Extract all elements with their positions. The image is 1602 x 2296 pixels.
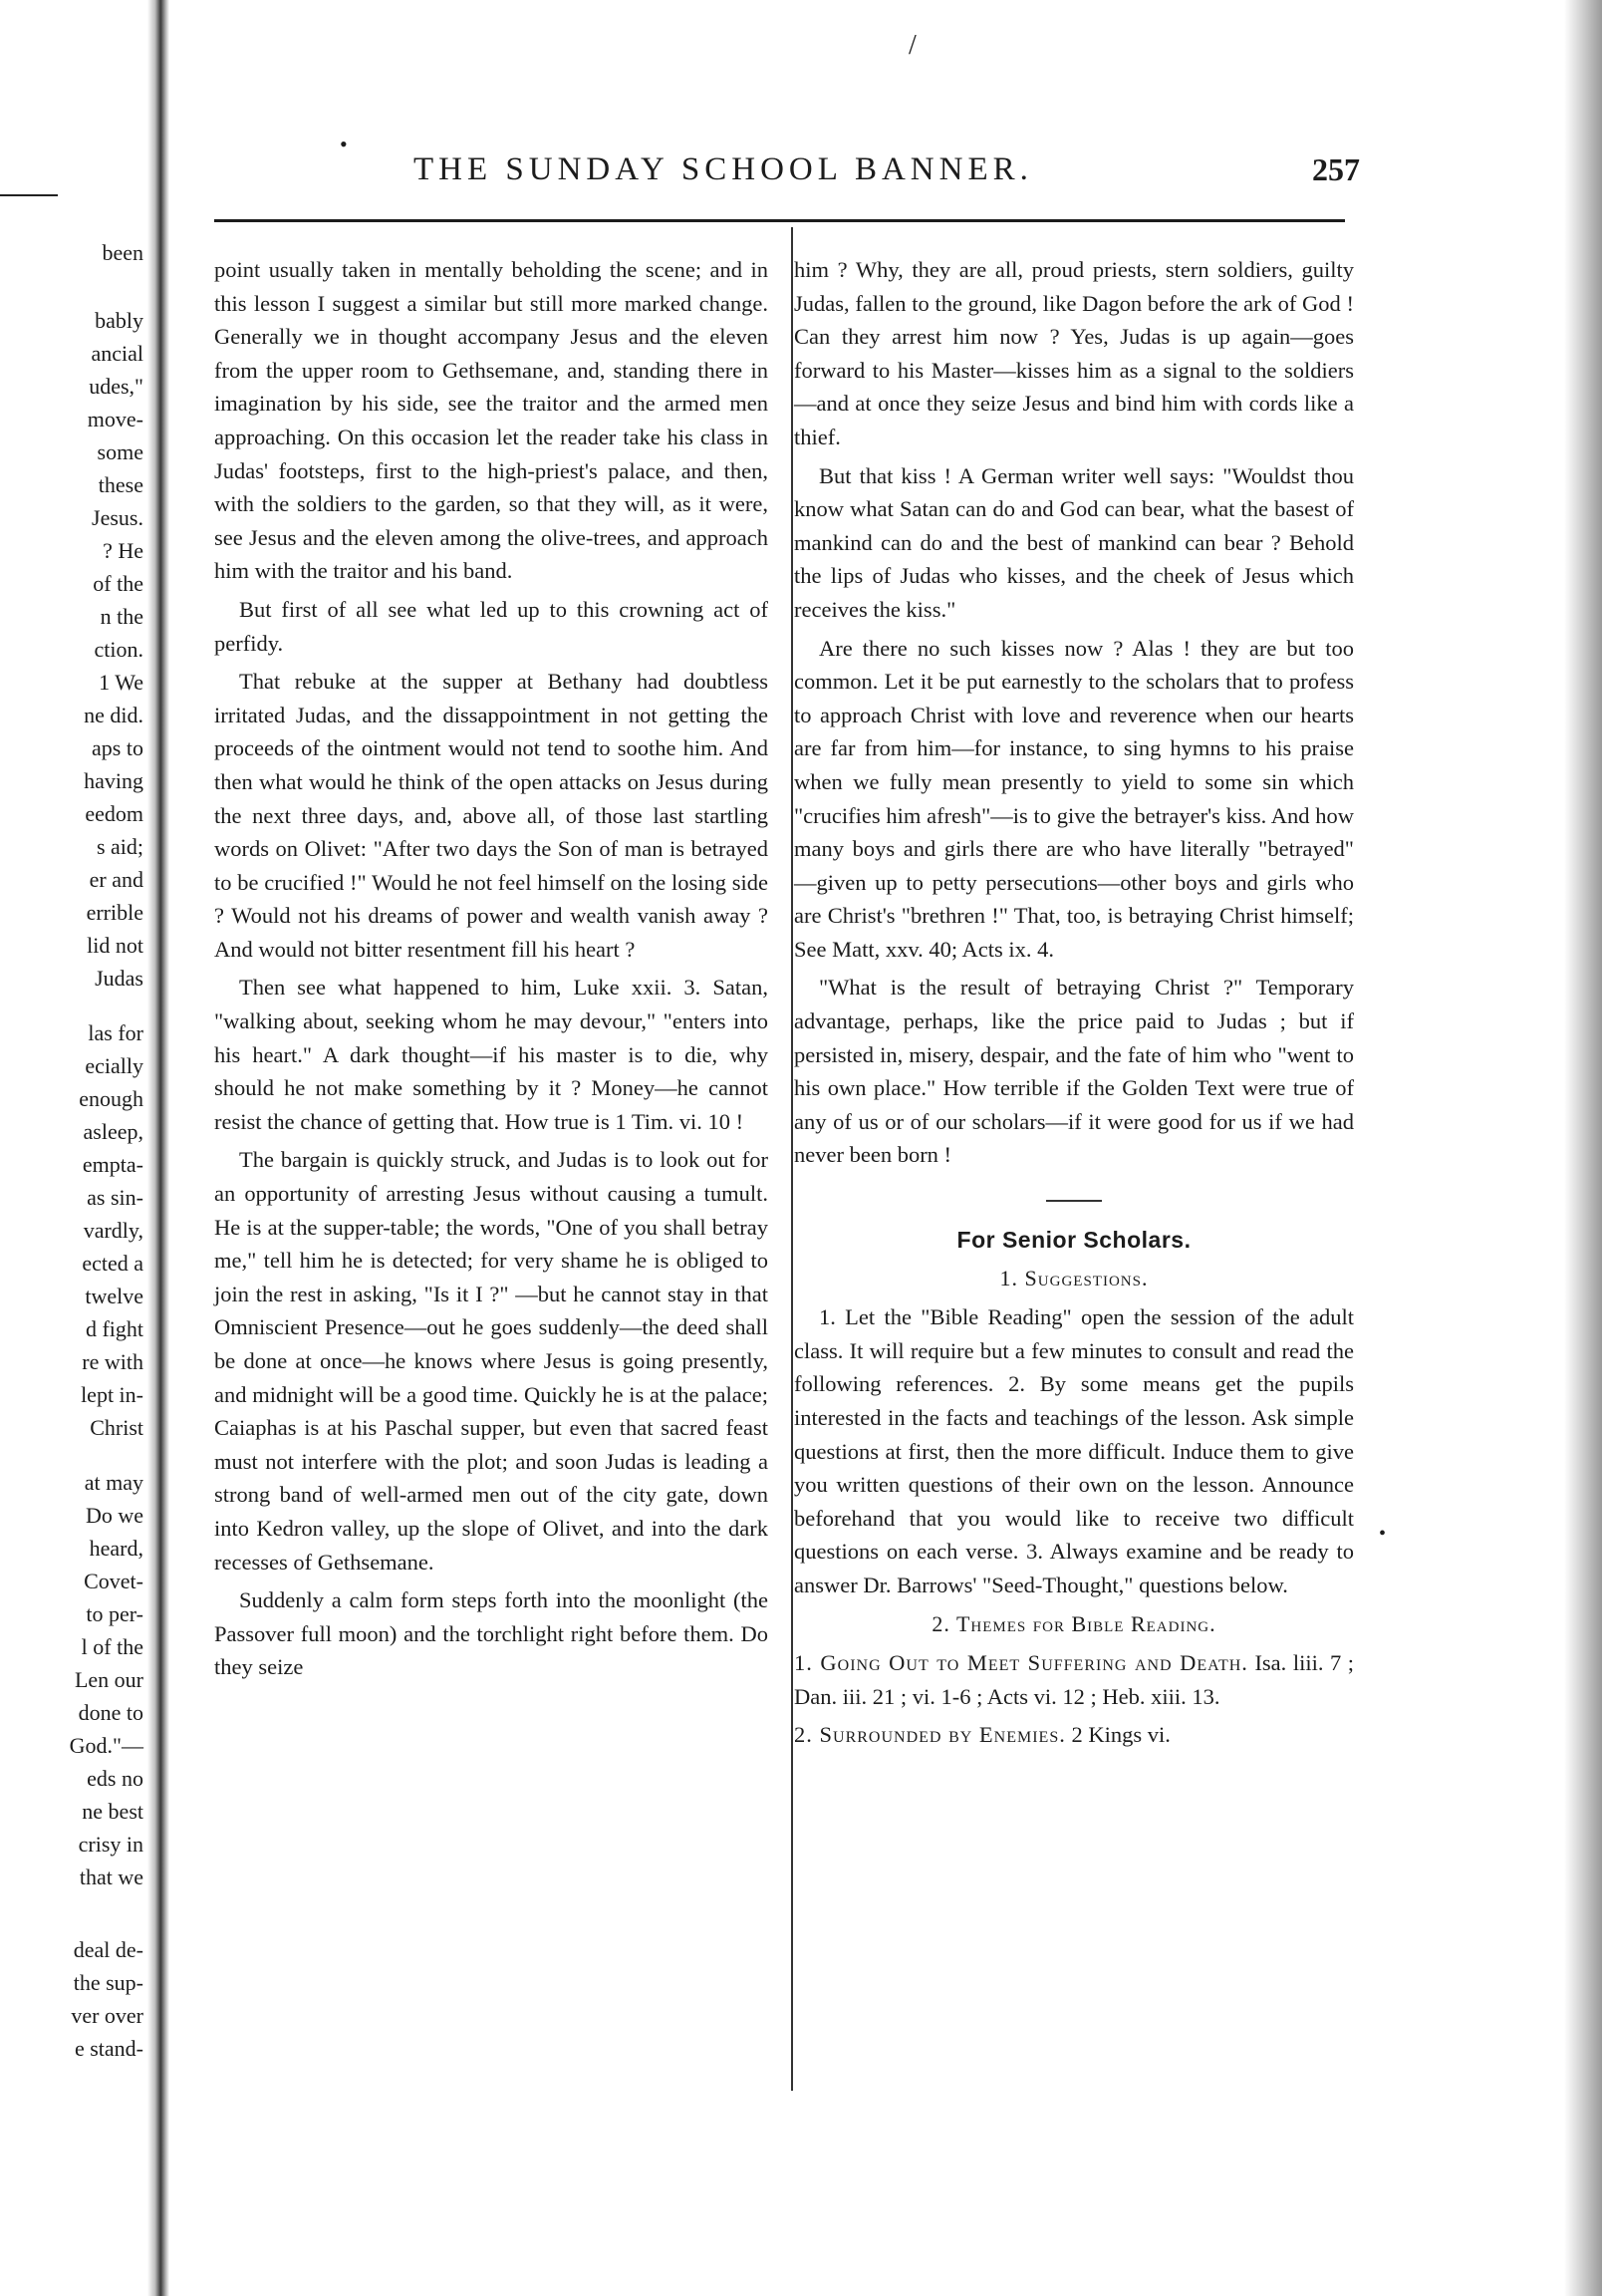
left-page-fragment: empta- [82,1152,143,1177]
page-edge-shadow [1564,0,1602,2296]
left-page-fragment: l of the [81,1634,143,1659]
paragraph-suggestions: 1. Let the "Bible Reading" open the session of the adult class. It will require but a few minutes to consult and read the following references. 2. By some means get the pupils interested in the facts and teachings of the lesson. Ask simple questions at first, then the more difficult. Induce them to give you written questions of their own on the lesson. Announce beforehand that you would like to receive two difficult questions on each verse. 3. Always examine and be ready to answer Dr. Barrows' "Seed-Thought," questions below. [794,1304,1354,1597]
theme-label: 2. Surrounded by Enemies. [794,1722,1066,1748]
book-gutter [147,0,169,2296]
left-page-fragment: ction. [94,637,143,662]
stray-dot: • [340,132,348,156]
left-page-fragment: ver over [71,2003,143,2028]
left-page-fragment: to per- [86,1601,143,1626]
left-page-fragment: 1 We [99,670,143,695]
theme-refs: Isa. liii. 7 ; Dan. iii. 21 ; vi. 1-6 ; Acts vi. 12 ; Heb. xiii. 13. [794,1650,1355,1709]
stray-dot: • [1379,1523,1387,1545]
left-page-fragment: e stand- [74,2036,143,2061]
left-page-fragment: crisy in [78,1832,143,1857]
section-title: For Senior Scholars. [956,1227,1192,1254]
left-page-fragment: s aid; [96,834,143,859]
left-page-fragment: ne did. [84,703,143,727]
left-page-fragment: move- [87,407,143,431]
left-page-fragment: lid not [87,933,143,958]
paragraph: him ? Why, they are all, proud priests, stern soldiers, guilty Judas, fallen to the ground, like Dagon before the ark of God ! Can they arrest him now ? Yes, Judas is up again—goes forward to his Master—kisses him as a signal to the soldiers—and at once they seize Jesus and bind him with cords like a thief. [794,257,1354,449]
left-page-fragment: some [97,439,143,464]
paragraph: That rebuke at the supper at Bethany had doubtless irritated Judas, and the dissappointment in not getting the proceeds of the ointment would not tend to soothe him. And then what would he think of the open attacks on Jesus during the next three days, and, above all, of those last startling words on Olivet: "After two days the Son of man is betrayed to be crucified !" Would he not feel himself on the losing side ? Would not his dreams of power and wealth vanish away ? And would not bitter resentment fill his heart ? [214,669,768,962]
left-page-fragment: heard, [89,1536,143,1561]
left-page-fragment: at may [84,1470,143,1495]
left-page-fragment: aps to [92,735,143,760]
left-page-fragment: bably [95,308,143,333]
paragraph: But first of all see what led up to this crowning act of perfidy. [214,596,768,656]
left-page-fragment: er and [89,867,143,892]
left-page-fragment: eedom [85,801,143,826]
stray-mark: / [909,30,917,61]
left-page-fragment: having [84,768,143,793]
theme-label: 1. Going Out to Meet Suffering and Death. [794,1650,1248,1676]
left-page-fragment: Do we [85,1503,143,1528]
subhead-suggestions: 1. Suggestions. [999,1265,1149,1291]
left-column [214,253,768,1689]
left-page-fragment: udes," [89,374,143,399]
left-page-fragment: enough [79,1086,143,1111]
left-page-fragment: Len our [74,1667,143,1692]
theme-item [794,1718,1354,1752]
left-page-fragment: errible [86,900,143,925]
left-page-fragment: eds no [87,1766,143,1791]
paragraph: "What is the result of betraying Christ ?" Temporary advantage, perhaps, like the price paid to Judas ; but if persisted in, misery, despair, and the fate of him who "went to his own place." How terrible if the Golden Text were true of any of us or of our scholars—if it were good for us if we had never been born ! [794,975,1354,1168]
left-page-fragment: vardly, [83,1218,143,1243]
left-page-fragment: d fight [85,1316,143,1341]
header-rule [214,219,1345,222]
left-page-fragment: Christ [90,1415,143,1440]
section-separator [1046,1200,1102,1202]
left-page-fragment: as sin- [87,1185,143,1210]
left-page-fragment: twelve [85,1284,143,1308]
left-page-fragment: ? He [103,538,143,563]
paragraph: But that kiss ! A German writer well says: "Wouldst thou know what Satan can do and God can bear, what the basest of mankind can do and the best of mankind can bear ? Behold the lips of Judas who kisses, and the cheek of Jesus which receives the kiss." [794,462,1354,622]
left-page-fragment: the sup- [73,1970,143,1995]
left-page-fragment: Covet- [84,1569,143,1593]
column-divider [791,227,793,2091]
right-column [794,253,1354,1757]
paragraph: point usually taken in mentally beholding the scene; and in this lesson I suggest a similar but still more marked change. Generally we in thought accompany Jesus and the eleven from the upper room to Gethsemane, and, standing there in imagination by his side, see the traitor and the armed men approaching. On this occasion let the reader take his class in Judas' footsteps, first to the high-priest's palace, and then, with the soldiers to the garden, so that they will, as it were, see Jesus and the eleven among the olive-trees, and approach him with the traitor and his band. [214,257,768,584]
left-page-fragment: deal de- [73,1937,143,1962]
journal-title: THE SUNDAY SCHOOL BANNER. [413,151,1033,187]
left-page-fragment: ancial [91,341,143,366]
left-page-fragment: ected a [82,1251,143,1276]
left-page-fragment: that we [79,1865,143,1889]
left-page-fragment: done to [78,1700,143,1725]
left-page-fragment: re with [82,1349,143,1374]
paragraph: Are there no such kisses now ? Alas ! they are but too common. Let it be put earnestly to the scholars that to profess to approach Christ with love and reverence when our hearts are far from him—for instance, to sing hymns to his praise when we fully mean presently to yield to some sin which "crucifies him afresh"—is to give the betrayer's kiss. And how many boys and girls there are who have literally "betrayed" —given up to petty persecutions—other boys and girls who are Christ's "brethren !" That, too, is betraying Christ himself; See Matt, xxv. 40; Acts ix. 4. [794,635,1354,962]
left-page-fragment: been [102,240,143,265]
left-page-fragment: ne best [82,1799,143,1824]
page-number: 257 [1312,151,1360,187]
left-page-fragment: Jesus. [92,505,143,530]
subhead-themes: 2. Themes for Bible Reading. [932,1610,1216,1636]
running-head [214,151,1360,201]
theme-refs: 2 Kings vi. [1071,1722,1171,1748]
left-page-fragment: Judas [95,966,143,991]
left-page-fragment: lept in- [81,1382,143,1407]
left-page-rule [0,194,58,196]
left-page-fragment: God."— [69,1733,143,1758]
paragraph: The bargain is quickly struck, and Judas is to look out for an opportunity of arresting Jesus without causing a tumult. He is at the supper-table; the words, "One of you shall betray me," tell him he is detected; for very shame he is obliged to join the rest in asking, "Is it I ?" —but he cannot stay in that Omniscient Presence—out he goes suddenly—the deed shall be done at once—he knows where Jesus is going presently, and midnight will be a good time. Quickly he is at the palace; Caiaphas is at his Paschal supper, but even that sacred feast must not interfere with the plot; and soon Judas is leading a strong band of well-armed men out of the city gate, down into Kedron valley, up the slope of Olivet, and into the dark recesses of Gethsemane. [214,1147,768,1575]
left-page-fragment: n the [100,604,143,629]
left-page-fragment: of the [93,571,143,596]
left-page-fragment: asleep, [83,1119,143,1144]
theme-item [794,1646,1354,1713]
paragraph: Suddenly a calm form steps forth into the moonlight (the Passover full moon) and the torchlight right before them. Do they seize [214,1587,768,1680]
left-page-fragment: ecially [85,1053,143,1078]
left-page-fragment: these [98,472,143,497]
paragraph: Then see what happened to him, Luke xxii. 3. Satan, "walking about, seeking whom he may devour," "enters into his heart." A dark thought—if his master is to die, why should he not make something by it ? Money—he cannot resist the chance of getting that. How true is 1 Tim. vi. 10 ! [214,975,768,1134]
left-page-fragment: las for [88,1020,143,1045]
